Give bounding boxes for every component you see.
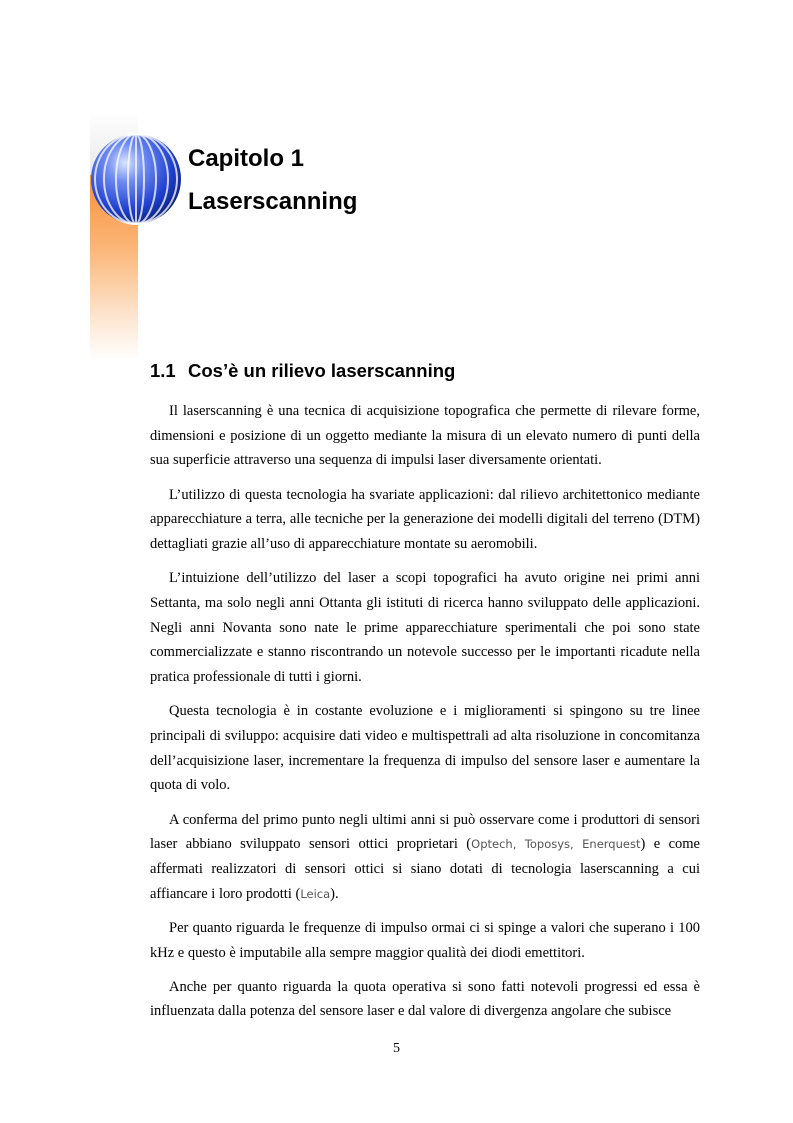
paragraph-text: ) e come affermati realizzatori di sensori ottici si siano dotati di tecnologia laserscanning a cui affiancare i loro prodotti ( (150, 836, 700, 902)
chapter-number: Capitolo 1 (188, 145, 305, 172)
paragraph-text: ). (330, 885, 339, 902)
brand-name: Leica (300, 886, 331, 901)
paragraph: Anche per quanto riguarda la quota operativa si sono fatti notevoli progressi ed essa è influenzata dalla potenza del sensore laser e dal valore di divergenza angolare che subisce (150, 978, 700, 1020)
section-title: Cos’è un rilievo laserscanning (188, 360, 456, 381)
brand-names: Optech, Toposys, Enerquest (471, 837, 641, 852)
globe-icon (90, 133, 182, 225)
paragraph (150, 808, 700, 907)
chapter-title: Laserscanning (188, 188, 358, 215)
paragraph: L’intuizione dell’utilizzo del laser a scopi topografici ha avuto origine nei primi anni Settanta, ma solo negli anni Ottanta gli istituti di ricerca hanno sviluppato delle applicazioni. Negli anni Novanta sono nate le prime apparecchiature sperimentali che poi sono state commercializzate e stanno riscontrando un notevole successo per le importanti ricadute nella pratica professionale di tutti i giorni. (150, 570, 700, 686)
paragraph: Il laserscanning è una tecnica di acquisizione topografica che permette di rilevare forme, dimensioni e posizione di un oggetto mediante la misura di un elevato numero di punti della sua superficie attraverso una sequenza di impulsi laser diversamente orientati. (150, 403, 700, 469)
section-number: 1.1 (150, 360, 176, 381)
paragraph: Questa tecnologia è in costante evoluzione e i miglioramenti si spingono su tre linee principali di sviluppo: acquisire dati video e multispettrali ad alta risoluzione in concomitanza dell’acquisizione laser, incrementare la frequenza di impulso del sensore laser e aumentare la quota di volo. (150, 703, 700, 794)
paragraph: L’utilizzo di questa tecnologia ha svariate applicazioni: dal rilievo architettonico mediante apparecchiature a terra, alle tecniche per la generazione dei modelli digitali del terreno (DTM) dettagliati grazie all’uso di apparecchiature montate su aeromobili. (150, 486, 700, 553)
paragraph-text: A conferma del primo punto negli ultimi anni si può osservare come i produttori di sensori laser abbiano sviluppato sensori ottici proprietari ( (150, 811, 700, 853)
paragraph: Per quanto riguarda le frequenze di impulso ormai ci si spinge a valori che superano i 100 kHz e questo è imputabile alla sempre maggior qualità dei diodi emettitori. (150, 919, 700, 961)
body-text (150, 399, 700, 1034)
section-heading (150, 360, 455, 382)
page-number: 5 (393, 1041, 400, 1056)
